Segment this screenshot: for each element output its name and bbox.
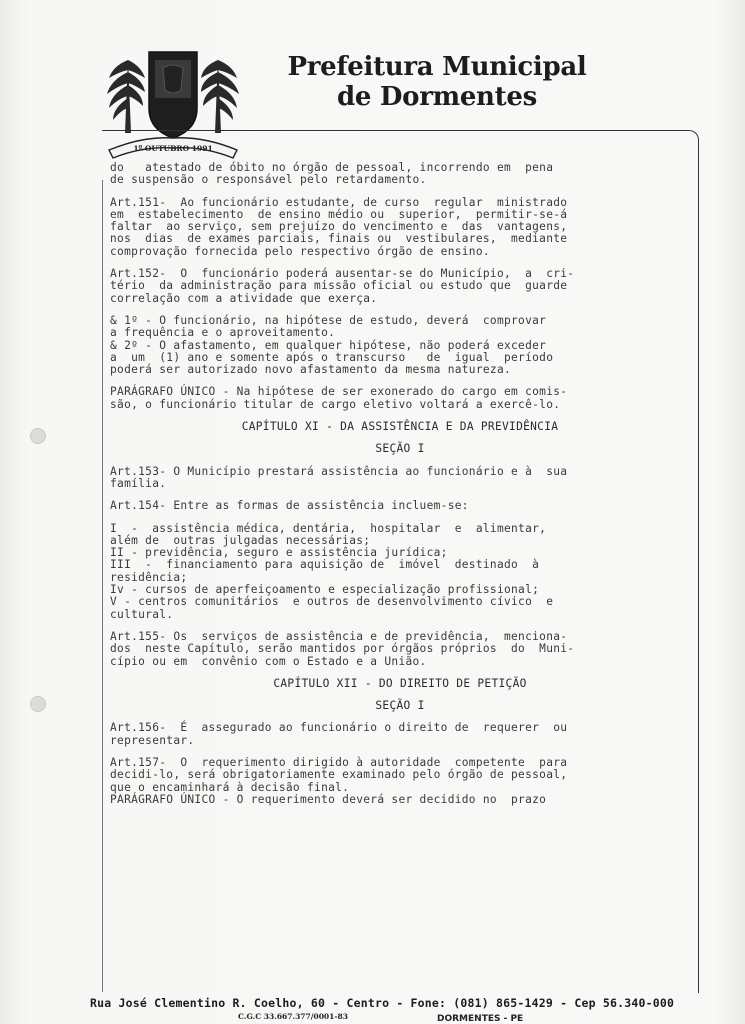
paragraph-section-1: & 1º - O funcionário, na hipótese de estudo, deverá comprovar a frequência e o aproveitamento. [110, 313, 547, 340]
header-line-1: Prefeitura Municipal [287, 52, 587, 82]
chapter-heading-xi: CAPÍTULO XI - DA ASSISTÊNCIA E DA PREVIDÊNCIA [241, 420, 559, 434]
document-body [110, 162, 690, 816]
punch-hole [30, 428, 46, 444]
section-heading-i-2: SEÇÃO I [375, 699, 425, 713]
paragraph-art-151: Art.151- Ao funcionário estudante, de curso regular ministrado em estabelecimento de ensino médio ou superior, permitir-se-á faltar ao serviço, sem prejuízo do vencimento e das vantagens, nos dias de exames parciais, finais ou vestibulares, mediante comprovação fornecida pelo respectivo órgão de ensino. [110, 195, 568, 258]
paragraph-assistance-list: I - assistência médica, dentária, hospitalar e alimentar, além de outras julgadas necessárias; II - previdência, seguro e assistência jurídica; III - financiamento para aquisição de imóvel destinado à residência; Iv - cursos de aperfeiçoamento e especialização profissional; V - centros comunitários e outros de desenvolvimento cívico e cultural. [110, 521, 554, 621]
header-line-2: de Dormentes [337, 82, 537, 112]
paragraph-art-156: Art.156- É assegurado ao funcionário o direito de requerer ou representar. [110, 721, 568, 747]
text-frame-left-rule [102, 180, 103, 992]
page-header [287, 52, 587, 112]
footer-address: Rua José Clementino R. Coelho, 60 - Centro - Fone: (081) 865-1429 - Cep 56.340-000 [90, 996, 675, 1010]
footer-cgc: C.G.C 33.667.377/0001-83 [238, 1012, 348, 1021]
paragraph-unico-1: PARÁGRAFO ÚNICO - Na hipótese de ser exonerado do cargo em comis- são, o funcionário titular de cargo eletivo voltará a exercê-lo. [110, 385, 568, 411]
section-heading-i: SEÇÃO I [375, 442, 425, 456]
paragraph-art-153: Art.153- O Município prestará assistência ao funcionário e à sua família. [110, 464, 568, 490]
paragraph-continuation: do atestado de óbito no órgão de pessoal, incorrendo em pena de suspensão o responsável pelo retardamento. [110, 161, 554, 187]
punch-hole [30, 696, 46, 712]
crest-banner-text: 1º OUTUBRO 1991 [133, 144, 213, 153]
paragraph-art-152: Art.152- O funcionário poderá ausentar-se do Município, a cri- tério da administração para missão oficial ou estudo que guarde correlação com a atividade que exerça. [110, 267, 575, 305]
paragraph-art-155: Art.155- Os serviços de assistência e de previdência, menciona- dos neste Capítulo, serão mantidos por órgãos próprios do Muni- cípio ou em convênio com o Estado e a União. [110, 629, 575, 668]
paragraph-section-2: & 2º - O afastamento, em qualquer hipótese, não poderá exceder a um (1) ano e somente após o transcurso de igual período poderá ser autorizado novo afastamento da mesma natureza. [110, 338, 554, 377]
footer-city: DORMENTES - PE [437, 1014, 524, 1024]
paragraph-art-154: Art.154- Entre as formas de assistência incluem-se: [110, 499, 469, 513]
paragraph-art-157: Art.157- O requerimento dirigido à autoridade competente para decidi-lo, será obrigatoriamente examinado pelo órgão de pessoal, que o encaminhará à decisão final. PARÁGRAFO ÚNICO - O requerimento deverá ser decidido no prazo [110, 755, 568, 806]
chapter-heading-xii: CAPÍTULO XII - DO DIREITO DE PETIÇÃO [273, 676, 527, 690]
